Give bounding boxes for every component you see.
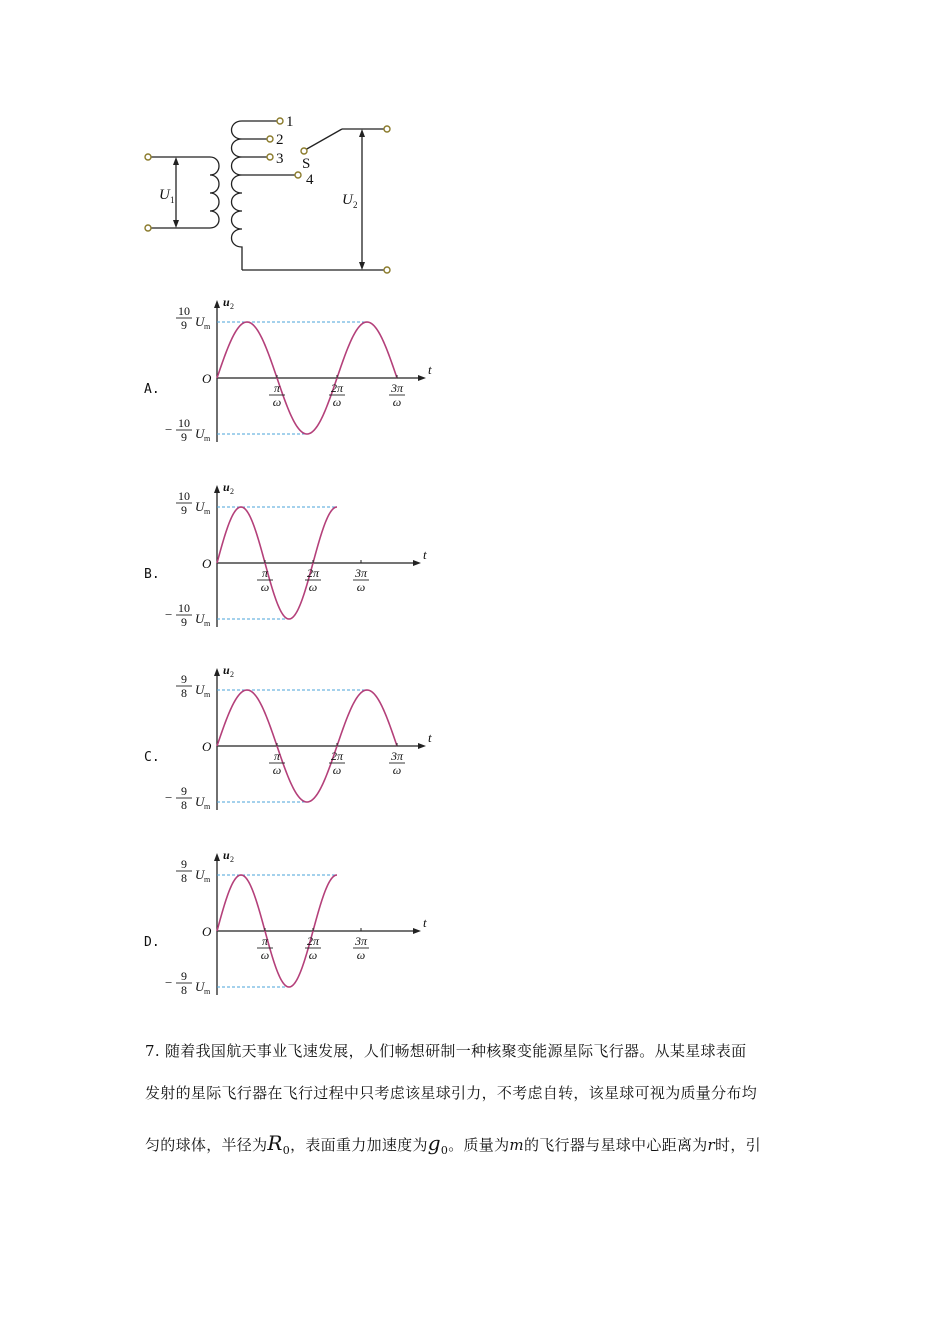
option-label: A. xyxy=(144,382,160,397)
max-amplitude-label xyxy=(176,672,211,700)
svg-text:10: 10 xyxy=(178,304,190,318)
svg-text:m: m xyxy=(204,987,211,996)
svg-text:U: U xyxy=(195,682,205,697)
x-tick-label xyxy=(257,560,273,594)
svg-text:m: m xyxy=(204,507,211,516)
x-tick-label xyxy=(353,560,369,594)
waveform-graph xyxy=(165,845,465,1015)
svg-text:m: m xyxy=(204,690,211,699)
tap-1-label: 1 xyxy=(286,114,294,130)
switch-label: S xyxy=(302,156,311,172)
tap-4-label: 4 xyxy=(306,172,314,188)
origin-label: O xyxy=(202,924,212,939)
origin-label: O xyxy=(202,556,212,571)
svg-text:3π: 3π xyxy=(390,749,404,763)
svg-text:ω: ω xyxy=(356,948,366,962)
svg-text:ω: ω xyxy=(392,763,402,777)
transformer-circuit xyxy=(130,108,420,283)
svg-text:9: 9 xyxy=(181,857,187,871)
svg-text:8: 8 xyxy=(181,798,187,812)
y-axis-arrow xyxy=(214,485,220,493)
svg-text:2π: 2π xyxy=(330,381,344,395)
primary-coil xyxy=(202,157,219,228)
x-tick-label xyxy=(257,928,273,962)
y-axis-label: u xyxy=(223,480,230,494)
question-line-1: 7. 随着我国航天事业飞速发展，人们畅想研制一种核聚变能源星际飞行器。从某星球表面 xyxy=(145,1042,747,1060)
svg-text:9: 9 xyxy=(181,503,187,517)
svg-text:ω: ω xyxy=(260,948,270,962)
x-tick-label xyxy=(389,743,405,777)
svg-text:3π: 3π xyxy=(390,381,404,395)
svg-text:8: 8 xyxy=(181,983,187,997)
svg-text:m: m xyxy=(204,802,211,811)
x-tick-label xyxy=(329,743,345,777)
waveform-graph xyxy=(165,660,465,830)
x-tick-label xyxy=(305,928,321,962)
svg-text:ω: ω xyxy=(332,763,342,777)
svg-text:9: 9 xyxy=(181,784,187,798)
tap-2-terminal xyxy=(267,136,273,142)
output-terminal-bottom xyxy=(384,267,390,273)
svg-text:ω: ω xyxy=(272,395,282,409)
u2-sub: 2 xyxy=(353,200,358,210)
output-terminal-top xyxy=(384,126,390,132)
svg-text:ω: ω xyxy=(332,395,342,409)
mass-symbol: m xyxy=(509,1136,524,1154)
y-axis-label: u xyxy=(223,663,230,677)
svg-text:π: π xyxy=(273,381,281,395)
u1-label: U xyxy=(159,187,170,203)
switch-arm xyxy=(305,129,342,150)
svg-text:8: 8 xyxy=(181,686,187,700)
svg-text:−: − xyxy=(165,790,173,805)
svg-text:9: 9 xyxy=(181,318,187,332)
svg-text:9: 9 xyxy=(181,430,187,444)
svg-text:2π: 2π xyxy=(306,566,320,580)
svg-text:9: 9 xyxy=(181,672,187,686)
x-axis-arrow xyxy=(418,743,426,749)
svg-text:9: 9 xyxy=(181,969,187,983)
gravity-symbol: $g_0$ xyxy=(427,1131,449,1157)
question-number: 7. xyxy=(145,1042,160,1060)
svg-text:ω: ω xyxy=(308,948,318,962)
origin-label: O xyxy=(202,739,212,754)
x-axis-label: t xyxy=(423,547,427,562)
svg-text:9: 9 xyxy=(181,615,187,629)
secondary-coil xyxy=(232,121,281,270)
option-label: C. xyxy=(144,750,160,765)
x-tick-label xyxy=(353,928,369,962)
svg-text:ω: ω xyxy=(308,580,318,594)
svg-text:−: − xyxy=(165,422,173,437)
min-amplitude-label xyxy=(165,601,211,629)
svg-text:m: m xyxy=(204,322,211,331)
svg-text:3π: 3π xyxy=(354,566,368,580)
tap-4-terminal xyxy=(295,172,301,178)
svg-text:U: U xyxy=(195,499,205,514)
svg-text:m: m xyxy=(204,619,211,628)
svg-text:π: π xyxy=(261,934,269,948)
svg-text:10: 10 xyxy=(178,416,190,430)
svg-text:−: − xyxy=(165,607,173,622)
x-axis-label: t xyxy=(428,730,432,745)
svg-text:U: U xyxy=(195,979,205,994)
distance-symbol: r xyxy=(707,1136,716,1154)
svg-text:ω: ω xyxy=(260,580,270,594)
svg-text:10: 10 xyxy=(178,489,190,503)
svg-text:U: U xyxy=(195,867,205,882)
radius-symbol: $R_0$ xyxy=(267,1131,291,1157)
x-axis-label: t xyxy=(423,915,427,930)
question-line-2: 发射的星际飞行器在飞行过程中只考虑该星球引力，不考虑自转，该星球可视为质量分布均 xyxy=(145,1084,758,1102)
svg-text:ω: ω xyxy=(392,395,402,409)
option-label: D. xyxy=(144,935,160,950)
max-amplitude-label xyxy=(176,489,211,517)
svg-text:U: U xyxy=(195,426,205,441)
u2-label: U xyxy=(342,192,353,208)
svg-text:U: U xyxy=(195,794,205,809)
svg-text:−: − xyxy=(165,975,173,990)
x-axis-arrow xyxy=(418,375,426,381)
min-amplitude-label xyxy=(165,969,211,997)
y-axis-sub: 2 xyxy=(230,670,234,679)
y-axis-label: u xyxy=(223,295,230,309)
svg-text:ω: ω xyxy=(356,580,366,594)
tap-2-label: 2 xyxy=(276,132,284,148)
svg-text:π: π xyxy=(273,749,281,763)
svg-text:ω: ω xyxy=(272,763,282,777)
max-amplitude-label xyxy=(176,304,211,332)
question-line-3: 匀的球体，半径为$R_0$，表面重力加速度为$g_0$。质量为m的飞行器与星球中心距离为r时，引 xyxy=(145,1131,761,1157)
svg-text:m: m xyxy=(204,434,211,443)
tap-3-label: 3 xyxy=(276,151,284,167)
y-axis-label: u xyxy=(223,848,230,862)
svg-text:m: m xyxy=(204,875,211,884)
svg-text:U: U xyxy=(195,314,205,329)
svg-text:10: 10 xyxy=(178,601,190,615)
x-tick-label xyxy=(389,375,405,409)
u1-sub: 1 xyxy=(170,195,175,205)
input-terminal-top xyxy=(145,154,151,160)
max-amplitude-label xyxy=(176,857,211,885)
waveform-graph xyxy=(165,292,465,462)
x-axis-arrow xyxy=(413,928,421,934)
y-axis-arrow xyxy=(214,668,220,676)
x-axis-arrow xyxy=(413,560,421,566)
origin-label: O xyxy=(202,371,212,386)
svg-text:2π: 2π xyxy=(330,749,344,763)
switch-pivot xyxy=(301,148,307,154)
svg-text:U: U xyxy=(195,611,205,626)
y-axis-sub: 2 xyxy=(230,487,234,496)
svg-text:π: π xyxy=(261,566,269,580)
y-axis-sub: 2 xyxy=(230,855,234,864)
option-label: B. xyxy=(144,567,160,582)
y-axis-arrow xyxy=(214,300,220,308)
x-tick-label xyxy=(329,375,345,409)
min-amplitude-label xyxy=(165,416,211,444)
x-axis-label: t xyxy=(428,362,432,377)
svg-text:2π: 2π xyxy=(306,934,320,948)
input-terminal-bottom xyxy=(145,225,151,231)
svg-text:3π: 3π xyxy=(354,934,368,948)
tap-3-terminal xyxy=(267,154,273,160)
y-axis-sub: 2 xyxy=(230,302,234,311)
x-tick-label xyxy=(305,560,321,594)
min-amplitude-label xyxy=(165,784,211,812)
waveform-graph xyxy=(165,477,465,647)
svg-text:8: 8 xyxy=(181,871,187,885)
tap-1-terminal xyxy=(277,118,283,124)
y-axis-arrow xyxy=(214,853,220,861)
